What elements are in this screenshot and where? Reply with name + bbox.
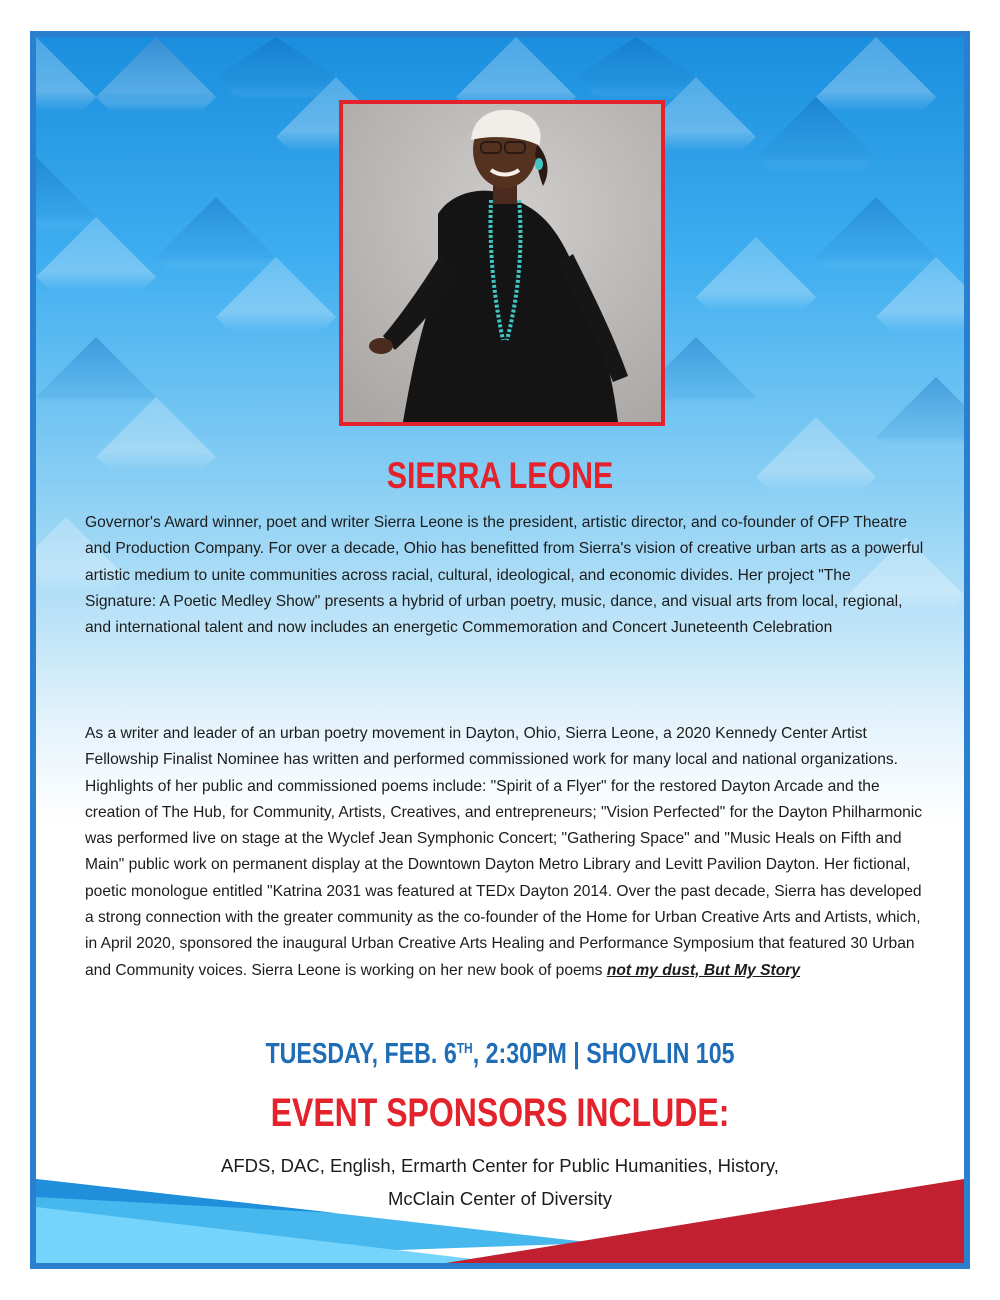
flyer-frame bbox=[30, 31, 970, 1269]
event-time-location: , 2:30PM | SHOVLIN 105 bbox=[472, 1038, 735, 1070]
sponsors-line-1: AFDS, DAC, English, Ermarth Center for Public Humanities, History, bbox=[221, 1155, 779, 1176]
speaker-portrait bbox=[339, 100, 665, 426]
book-title: not my dust, But My Story bbox=[606, 961, 801, 979]
bio-paragraph-2 bbox=[85, 721, 925, 984]
event-date-suffix: TH bbox=[456, 1040, 473, 1057]
sponsors-heading: EVENT SPONSORS INCLUDE: bbox=[270, 1091, 730, 1135]
sponsors-line-2: McClain Center of Diversity bbox=[387, 1188, 613, 1209]
event-date-location bbox=[129, 1038, 871, 1071]
bio-paragraph-1: Governor's Award winner, poet and writer Sierra Leone is the president, artistic director, and co-founder of OFP Theatre and Production Company. For over a decade, Ohio has benefitted from Sierra's vision of creative urban arts as a powerful artistic medium to unite communities across racial, cultural, ideological, and economic divides. Her project "The Signature: A Poetic Medley Show" presents a hybrid of urban poetry, music, dance, and visual arts from local, regional, and international talent and now includes an energetic Commemoration and Concert Juneteenth Celebration bbox=[85, 514, 924, 637]
speaker-name: SIERRA LEONE bbox=[386, 455, 614, 496]
event-date: TUESDAY, FEB. 6 bbox=[265, 1038, 457, 1070]
bio-paragraph-2-text: As a writer and leader of an urban poetry movement in Dayton, Ohio, Sierra Leone, a 2020 Kennedy Center Artist Fellowship Finalist Nominee has written and performed commissioned work for many local and national organizations. Highlights of her public and commissioned poems include: "Spirit of a Flyer" for the restored Dayton Arcade and the creation of The Hub, for Community, Artists, Creatives, and entrepreneurs; "Vision Perfected" for the Dayton Philharmonic was performed live on stage at the Wyclef Jean Symphonic Concert; "Gathering Space" and "Music Heals on Fifth and Main" public work on permanent display at the Downtown Dayton Metro Library and Levitt Pavilion Dayton. Her fictional, poetic monologue entitled "Katrina 2031 was featured at TEDx Dayton 2014. Over the past decade, Sierra has developed a strong connection with the greater community as the co-founder of the Home for Urban Creative Arts and Artists, which, in April 2020, sponsored the inaugural Urban Creative Arts Healing and Performance Symposium that featured 30 Urban and Community voices. Sierra Leone is working on her new book of poems bbox=[85, 725, 923, 979]
speaker-photo-illustration bbox=[343, 104, 661, 422]
sponsors-list bbox=[36, 1149, 964, 1215]
